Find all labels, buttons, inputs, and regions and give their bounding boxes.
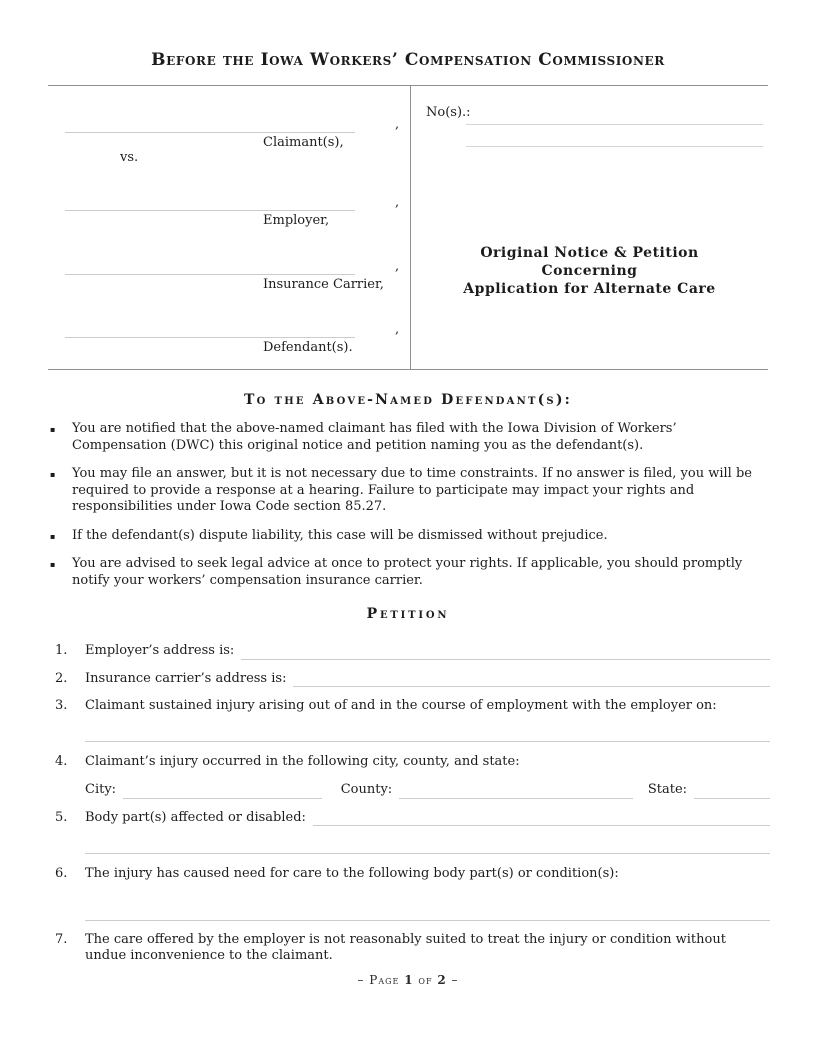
city-field[interactable] bbox=[123, 782, 322, 799]
caption-comma: , bbox=[395, 322, 400, 337]
defendant-name-field[interactable] bbox=[65, 337, 355, 338]
caption-comma: , bbox=[395, 259, 400, 274]
footer-page-number: 1 bbox=[404, 973, 414, 987]
care-condition-field[interactable] bbox=[85, 920, 770, 921]
case-number-label: No(s).: bbox=[426, 105, 471, 120]
body-parts-field-2[interactable] bbox=[85, 853, 770, 854]
petition-item-5 bbox=[55, 810, 770, 855]
item-number: 4. bbox=[55, 753, 68, 769]
body-parts-field[interactable] bbox=[313, 810, 770, 827]
care-condition-label: The injury has caused need for care to the following body part(s) or condition(s): bbox=[85, 866, 619, 881]
defendant-label: Defendant(s). bbox=[263, 340, 353, 355]
footer-page-label: Page bbox=[369, 973, 400, 987]
caption-comma: , bbox=[395, 117, 400, 132]
notice-bullet-text: You are advised to seek legal advice at once to protect your rights. If applicable, you should promptly notify your workers’ compensation insurance carrier. bbox=[72, 556, 743, 588]
petition-item-2 bbox=[55, 671, 770, 688]
page-footer bbox=[0, 973, 816, 987]
claimant-name-field[interactable] bbox=[65, 132, 355, 133]
item-number: 1. bbox=[55, 643, 68, 658]
caption-case-info bbox=[410, 86, 768, 369]
notice-heading: To the Above-Named Defendant(s): bbox=[243, 392, 573, 408]
square-bullet-icon: ▪ bbox=[50, 560, 56, 569]
caption-comma: , bbox=[395, 195, 400, 210]
notice-bullet bbox=[50, 528, 756, 545]
document-title-line: Concerning bbox=[541, 263, 638, 279]
petition-item-7 bbox=[55, 932, 770, 965]
page-title: Before the Iowa Workers’ Compensation Commissioner bbox=[151, 50, 665, 70]
notice-bullet-text: You may file an answer, but it is not necessary due to time constraints. If no answer is filed, you will be required to provide a response at a hearing. Failure to participate may impact your rights and responsibilities under Iowa Code section 85.27. bbox=[72, 466, 752, 514]
petition-heading: Petition bbox=[366, 606, 450, 622]
case-number-field-2[interactable] bbox=[466, 146, 763, 147]
claimant-label: Claimant(s), bbox=[263, 135, 344, 150]
petition-items bbox=[55, 643, 770, 965]
case-number-field-1[interactable] bbox=[466, 124, 763, 125]
injury-date-label: Claimant sustained injury arising out of and in the course of employment with the employer on: bbox=[85, 698, 717, 713]
notice-bullet bbox=[50, 466, 756, 516]
vs-label: vs. bbox=[120, 150, 139, 165]
document-title-line: Original Notice & Petition bbox=[480, 245, 699, 261]
state-field[interactable] bbox=[694, 782, 770, 799]
injury-location-label: Claimant’s injury occurred in the following city, county, and state: bbox=[85, 753, 520, 769]
notice-bullet bbox=[50, 556, 756, 589]
petition-item-4 bbox=[55, 754, 770, 799]
petition-item-6 bbox=[55, 866, 770, 921]
footer-of-label: of bbox=[418, 973, 433, 987]
employer-address-label: Employer’s address is: bbox=[85, 643, 235, 658]
insurance-address-label: Insurance carrier’s address is: bbox=[85, 670, 287, 686]
employer-name-field[interactable] bbox=[65, 210, 355, 211]
notice-bullets bbox=[50, 421, 756, 589]
notice-bullet-text: If the defendant(s) dispute liability, this case will be dismissed without prejudice. bbox=[72, 527, 608, 543]
care-not-suited-text: The care offered by the employer is not reasonably suited to treat the injury or condition without undue inconvenience to the claimant. bbox=[85, 931, 726, 963]
item-number: 2. bbox=[55, 670, 68, 686]
notice-bullet-text: You are notified that the above-named claimant has filed with the Iowa Division of Workers’ Compensation (DWC) this original notice and petition naming you as the defendant(s). bbox=[72, 421, 677, 453]
item-number: 6. bbox=[55, 866, 68, 881]
insurance-address-field[interactable] bbox=[293, 671, 770, 688]
employer-label: Employer, bbox=[263, 213, 330, 228]
square-bullet-icon: ▪ bbox=[50, 425, 56, 434]
employer-address-field[interactable] bbox=[241, 643, 770, 660]
city-label: City: bbox=[85, 782, 117, 797]
document-title-line: Application for Alternate Care bbox=[463, 281, 716, 297]
county-label: County: bbox=[340, 782, 393, 797]
body-parts-label: Body part(s) affected or disabled: bbox=[85, 809, 306, 825]
insurance-carrier-label: Insurance Carrier, bbox=[263, 277, 384, 292]
case-caption bbox=[48, 85, 768, 370]
caption-parties bbox=[48, 86, 410, 369]
item-number: 7. bbox=[55, 931, 68, 947]
footer-dash: – bbox=[451, 973, 459, 987]
item-number: 3. bbox=[55, 698, 68, 713]
petition-item-1 bbox=[55, 643, 770, 660]
injury-date-field[interactable] bbox=[85, 741, 770, 742]
square-bullet-icon: ▪ bbox=[50, 531, 56, 541]
square-bullet-icon: ▪ bbox=[50, 470, 56, 479]
insurance-carrier-field[interactable] bbox=[65, 274, 355, 275]
notice-bullet bbox=[50, 421, 756, 454]
state-label: State: bbox=[647, 782, 688, 797]
petition-item-3 bbox=[55, 698, 770, 742]
county-field[interactable] bbox=[399, 782, 633, 799]
footer-dash: – bbox=[357, 973, 365, 987]
item-number: 5. bbox=[55, 809, 68, 825]
footer-total-pages: 2 bbox=[437, 973, 447, 987]
document-title bbox=[415, 244, 764, 298]
